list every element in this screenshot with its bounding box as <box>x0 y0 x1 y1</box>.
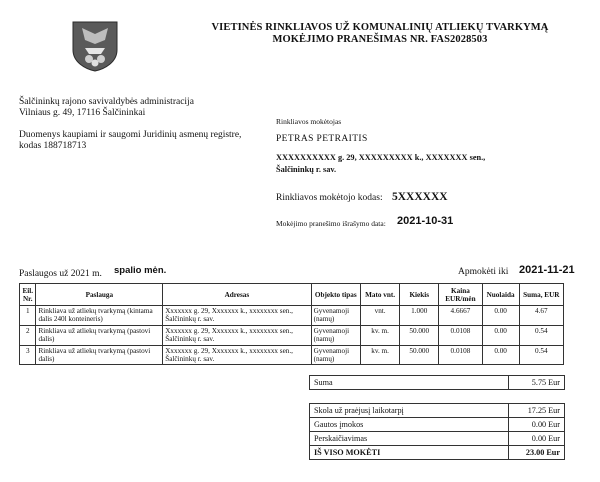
document-title-line1: VIETINĖS RINKLIAVOS UŽ KOMUNALINIŲ ATLIEKŲ TVARKYMĄ <box>211 22 549 33</box>
row-sum: 0.54 <box>519 325 563 345</box>
column-header: Kaina EUR/mėn <box>439 284 482 306</box>
row-quantity: 50.000 <box>400 325 439 345</box>
totals-box <box>309 403 565 460</box>
document-title-line2: MOKĖJIMO PRANEŠIMAS NR. FAS2028503 <box>272 34 488 45</box>
debt-label: Skola už praėjusį laikotarpį <box>310 404 509 418</box>
row-object-type: Gyvenamoji (namų) <box>311 325 360 345</box>
column-header: Suma, EUR <box>519 284 563 306</box>
received-label: Gautos įmokos <box>310 418 509 432</box>
row-sum: 4.67 <box>519 306 563 326</box>
row-number: 3 <box>20 345 36 365</box>
row-unit: kv. m. <box>361 325 400 345</box>
sum-box <box>309 375 565 390</box>
row-price: 0.0108 <box>439 345 482 365</box>
row-unit: vnt. <box>361 306 400 326</box>
row-service: Rinkliava už atliekų tvarkymą (pastovi dalis) <box>36 325 163 345</box>
sum-label: Suma <box>310 376 509 390</box>
column-header: Nuolaida <box>482 284 519 306</box>
issuer-registry-line1: Duomenys kaupiami ir saugomi Juridinių asmenų registre, <box>19 130 242 140</box>
due-date: 2021-11-21 <box>519 264 575 276</box>
row-service: Rinkliava už atliekų tvarkymą (kintama dalis 240l konteineris) <box>36 306 163 326</box>
due-label: Apmokėti iki <box>458 267 509 277</box>
row-discount: 0.00 <box>482 325 519 345</box>
row-discount: 0.00 <box>482 306 519 326</box>
column-header: Eil. Nr. <box>20 284 36 306</box>
row-price: 4.6667 <box>439 306 482 326</box>
issuer-name: Šalčininkų rajono savivaldybės administracija <box>19 97 194 107</box>
received-value: 0.00 Eur <box>509 418 565 432</box>
issuer-registry-line2: kodas 188718713 <box>19 141 87 151</box>
table-header-row <box>20 284 564 306</box>
recalculation-value: 0.00 Eur <box>509 432 565 446</box>
table-row <box>20 306 564 326</box>
column-header: Paslauga <box>36 284 163 306</box>
row-address: Xxxxxxx g. 29, Xxxxxxx k., xxxxxxxx sen., Šalčininkų r. sav. <box>163 306 311 326</box>
sum-value: 5.75 Eur <box>509 376 565 390</box>
issue-date: 2021-10-31 <box>397 215 454 227</box>
payer-address-line2: Šalčininkų r. sav. <box>276 165 337 174</box>
total-label: IŠ VISO MOKĖTI <box>310 446 509 460</box>
row-number: 2 <box>20 325 36 345</box>
row-sum: 0.54 <box>519 345 563 365</box>
row-number: 1 <box>20 306 36 326</box>
column-header: Objekto tipas <box>311 284 360 306</box>
row-unit: kv. m. <box>361 345 400 365</box>
debt-value: 17.25 Eur <box>509 404 565 418</box>
payer-address-line1: XXXXXXXXXX g. 29, XXXXXXXXX k., XXXXXXX sen., <box>276 153 486 162</box>
services-table <box>19 283 564 365</box>
row-service: Rinkliava už atliekų tvarkymą (pastovi dalis) <box>36 345 163 365</box>
row-object-type: Gyvenamoji (namų) <box>311 306 360 326</box>
row-price: 0.0108 <box>439 325 482 345</box>
issuer-address: Vilniaus g. 49, 17116 Šalčininkai <box>19 108 146 118</box>
column-header: Mato vnt. <box>361 284 400 306</box>
payer-section-label: Rinkliavos mokėtojas <box>276 117 342 126</box>
row-discount: 0.00 <box>482 345 519 365</box>
total-value: 23.00 Eur <box>509 446 565 460</box>
row-quantity: 1.000 <box>400 306 439 326</box>
payer-code-label: Rinkliavos mokėtojo kodas: <box>276 193 383 203</box>
period-month: spalio mėn. <box>114 265 167 276</box>
row-quantity: 50.000 <box>400 345 439 365</box>
column-header: Adresas <box>163 284 311 306</box>
row-address: Xxxxxxx g. 29, Xxxxxxx k., xxxxxxxx sen., Šalčininkų r. sav. <box>163 345 311 365</box>
table-row <box>20 345 564 365</box>
table-row <box>20 325 564 345</box>
period-label: Paslaugos už 2021 m. <box>19 269 102 279</box>
column-header: Kiekis <box>400 284 439 306</box>
row-address: Xxxxxxx g. 29, Xxxxxxx k., xxxxxxxx sen., Šalčininkų r. sav. <box>163 325 311 345</box>
payer-name: PETRAS PETRAITIS <box>276 134 368 144</box>
coat-of-arms-icon <box>71 20 119 72</box>
recalculation-label: Perskaičiavimas <box>310 432 509 446</box>
payer-code-value: 5XXXXXX <box>392 191 448 203</box>
issue-date-label: Mokėjimo pranešimo išrašymo data: <box>276 219 386 228</box>
row-object-type: Gyvenamoji (namų) <box>311 345 360 365</box>
